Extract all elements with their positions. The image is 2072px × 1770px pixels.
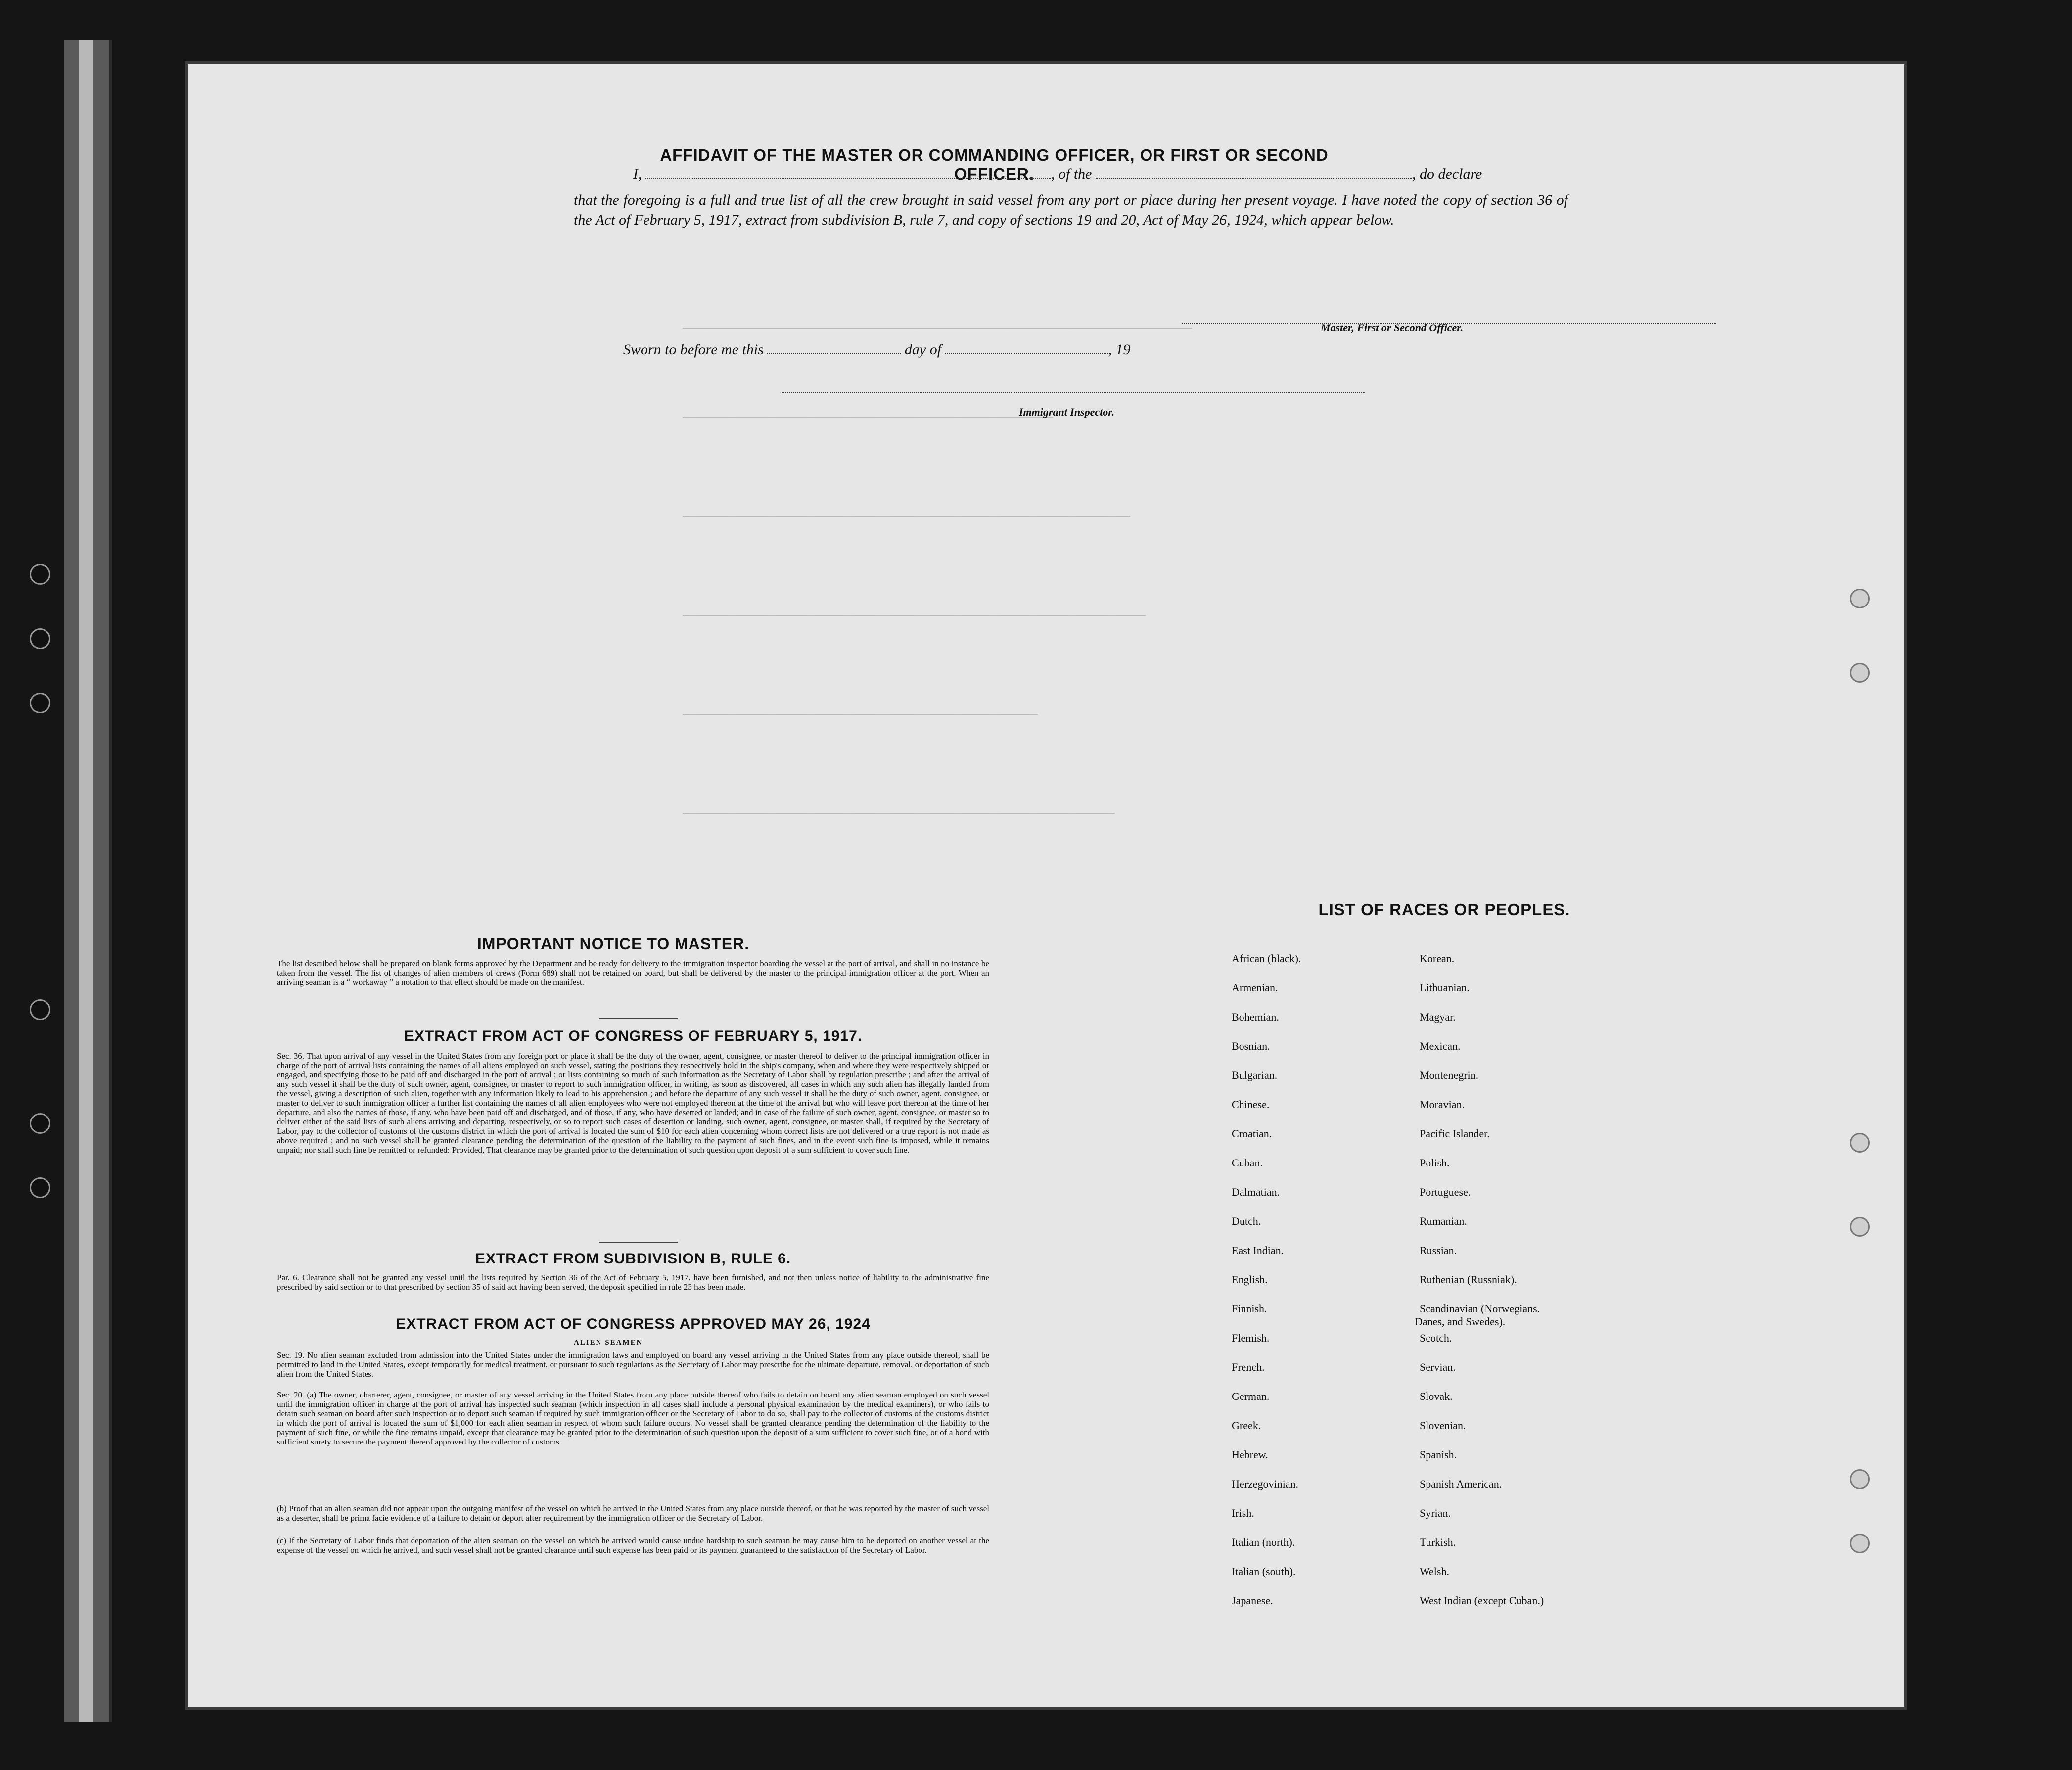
race-item: Cuban.	[1232, 1157, 1263, 1169]
race-item: Italian (south).	[1232, 1565, 1296, 1578]
bleed-through-row: ──────────────────────────────────────────────────────────	[683, 510, 1130, 524]
race-item: German.	[1232, 1390, 1270, 1402]
race-item: Lithuanian.	[1420, 981, 1470, 994]
year-label: , 19	[1108, 341, 1131, 358]
race-item: Pacific Islander.	[1420, 1127, 1490, 1140]
extract-1924-sec20b: (b) Proof that an alien seaman did not appear upon the outgoing manifest of the vessel on which he arrived in the United States from any place outside thereof, or that he was reported by the master of such vessel as a deserter, shall be prima facie evidence of a failure to detain or deport after requirement by the immigration officer or the Secretary of Labor.	[277, 1504, 989, 1523]
race-item: Dutch.	[1232, 1215, 1261, 1227]
race-item: Rumanian.	[1420, 1215, 1467, 1227]
race-item: Dalmatian.	[1232, 1186, 1280, 1198]
notice-title: IMPORTANT NOTICE TO MASTER.	[477, 935, 750, 953]
binder-hole	[30, 693, 50, 713]
divider	[599, 1018, 678, 1019]
races-title: LIST OF RACES OR PEOPLES.	[1318, 900, 1570, 919]
race-item: French.	[1232, 1361, 1265, 1373]
extract-1924-sec19: Sec. 19. No alien seaman excluded from admission into the United States under the immigration laws and employed on board any vessel arriving in the United States from any place outside thereof, shall be permitted to land in the United States, except temporarily for medical treatment, or pursuant to such regulations as the Secretary of Labor may prescribe for the ultimate departure, removal, or deportation of such alien from the United States.	[277, 1351, 989, 1379]
divider	[599, 1242, 678, 1243]
race-item: Irish.	[1232, 1507, 1254, 1519]
race-item: Slovak.	[1420, 1390, 1453, 1402]
affidavit-of-the-label: , of the	[1051, 166, 1092, 182]
page-punch-hole	[1850, 1469, 1870, 1489]
alien-seamen-subtitle: ALIEN SEAMEN	[574, 1339, 643, 1347]
binder-hole	[30, 564, 50, 585]
race-item: Servian.	[1420, 1361, 1456, 1373]
race-item: Russian.	[1420, 1244, 1457, 1257]
binder-hole	[30, 1177, 50, 1198]
race-item: Portuguese.	[1420, 1186, 1471, 1198]
race-item: Finnish.	[1232, 1303, 1267, 1315]
race-item: Greek.	[1232, 1419, 1261, 1432]
race-item: Armenian.	[1232, 981, 1278, 994]
sworn-label: Sworn to before me this	[623, 341, 764, 358]
rule-6-text: Par. 6. Clearance shall not be granted any vessel until the lists required by Section 36 of the Act of February 5, 1917, have been furnished, and not then unless notice of liability to the administrative fine prescribed by said section or to that prescribed by section 35 of said act having been served, the deposit specified in rule 23 has been made.	[277, 1273, 989, 1292]
inspector-signature-blank[interactable]	[782, 381, 1365, 393]
race-item: Scotch.	[1420, 1332, 1452, 1344]
race-item: Chinese.	[1232, 1098, 1270, 1111]
extract-1917-title: EXTRACT FROM ACT OF CONGRESS OF FEBRUARY 5, 1917.	[404, 1028, 863, 1044]
extract-1917-text: Sec. 36. That upon arrival of any vessel in the United States from any foreign port or place it shall be the duty of the owner, agent, consignee, or master thereof to deliver to the principal immigration officer in charge of the port of arrival lists containing the names of all aliens employed on such vessel, stating the positions they respectively hold in the ship's company, when and where they were respectively shipped or engaged, and specifying those to be paid off and discharged in the port of arrival ; or lists containing so much of such information as the Secretary of Labor shall by regulation prescribe ; and after the arrival of any such vessel it shall be the duty of such owner, agent, consignee, or master to report to such immigration officer, in writing, as soon as discovered, all cases in which any such alien has illegally landed from the vessel, giving a description of such alien, together with any information likely to lead to his apprehension ; and before the departure of any such vessel it shall be the duty of such owner, agent, consignee, or master to deliver to such immigration officer a further list containing the names of all alien employees who were not employed thereon at the time of the arrival but who will leave port thereon at the time of her departure, and also the names of those, if any, who have been paid off and discharged, and of those, if any, who have deserted or landed; and in case of the failure of such owner, agent, consignee, or master so to deliver either of the said lists of such aliens arriving and departing, respectively, or so to report such cases of desertion or landing, such owner, agent, consignee, or master shall, if required by the Secretary of Labor, pay to the collector of customs of the customs district in which the port of arrival is located the sum of $10 for each alien concerning whom correct lists are not delivered or a true report is not made as above required ; and no such vessel shall be granted clearance pending the determination of the question of the liability to the payment of such fines, and in the event such fine is imposed, while it remains unpaid; nor shall such fine be remitted or refunded: Provided, That clearance may be granted prior to the determination of such question upon deposit of a sum sufficient to cover such fine.	[277, 1051, 989, 1155]
race-item: Spanish American.	[1420, 1478, 1502, 1490]
extract-1924-sec20c: (c) If the Secretary of Labor finds that deportation of the alien seaman on the vessel on which he arrived would cause undue hardship to such seaman he may cause him to be deported on another vessel at the expense of the vessel on which he arrived, and such vessel shall not be granted clearance until such expense has been paid or its payment guaranteed to the satisfaction of the Secretary of Labor.	[277, 1536, 989, 1555]
race-item: Bohemian.	[1232, 1011, 1279, 1023]
race-item: Herzegovinian.	[1232, 1478, 1298, 1490]
bleed-through-row: ────────────────────────────────────────────────	[683, 411, 1053, 425]
name-blank[interactable]	[645, 167, 1051, 179]
race-item: Ruthenian (Russniak).	[1420, 1273, 1517, 1286]
race-item: Syrian.	[1420, 1507, 1451, 1519]
sworn-line	[623, 341, 1131, 358]
page-punch-hole	[1850, 1133, 1870, 1153]
day-of-label: day of	[904, 341, 942, 358]
vessel-blank[interactable]	[1096, 167, 1412, 179]
race-item: African (black).	[1232, 952, 1301, 965]
race-item: East Indian.	[1232, 1244, 1284, 1257]
month-blank[interactable]	[945, 342, 1108, 354]
race-item: Slovenian.	[1420, 1419, 1466, 1432]
bleed-through-row: ──────────────────────────────────────────────────────────────────	[683, 322, 1192, 336]
affidavit-text: that the foregoing is a full and true list of all the crew brought in said vessel from any port or place during her present voyage. I have noted the copy of section 36 of the Act of February 5, 1917, extract from subdivision B, rule 7, and copy of sections 19 and 20, Act of May 26, 1924, which appear below.	[574, 192, 1568, 228]
race-item: Welsh.	[1420, 1565, 1449, 1578]
binder-hole	[30, 628, 50, 649]
race-item: Scandinavian (Norwegians.	[1420, 1303, 1540, 1315]
race-item: Croatian.	[1232, 1127, 1272, 1140]
binder-strip	[79, 40, 93, 1722]
race-item: Korean.	[1420, 952, 1455, 965]
race-item: Bulgarian.	[1232, 1069, 1278, 1081]
bleed-through-row: ────────────────────────────────────────────────────────	[683, 806, 1115, 821]
inspector-label: Immigrant Inspector.	[1019, 406, 1115, 418]
race-item: Japanese.	[1232, 1594, 1273, 1607]
notice-text: The list described below shall be prepared on blank forms approved by the Department and be ready for delivery to the immigration inspector boarding the vessel at the port of arrival, and shall in no instance be taken from the vessel. The list of changes of alien members of crews (Form 689) shall not be retained on board, but shall be delivered by the master to the principal immigration officer at the port. When an arriving seaman is a “ workaway ” a notation to that effect should be made on the manifest.	[277, 959, 989, 987]
binder-hole	[30, 1113, 50, 1134]
race-item: West Indian (except Cuban.)	[1420, 1594, 1544, 1607]
race-item: Danes, and Swedes).	[1415, 1315, 1506, 1328]
race-item: Montenegrin.	[1420, 1069, 1479, 1081]
race-item: Italian (north).	[1232, 1536, 1295, 1548]
page-punch-hole	[1850, 589, 1870, 608]
race-item: Flemish.	[1232, 1332, 1270, 1344]
extract-1924-title: EXTRACT FROM ACT OF CONGRESS APPROVED MAY 26, 1924	[396, 1316, 871, 1332]
day-blank[interactable]	[767, 342, 901, 354]
binder-hole	[30, 999, 50, 1020]
race-item: English.	[1232, 1273, 1268, 1286]
page-punch-hole	[1850, 663, 1870, 683]
page-punch-hole	[1850, 1534, 1870, 1553]
page-punch-hole	[1850, 1217, 1870, 1237]
race-item: Mexican.	[1420, 1040, 1461, 1052]
affidavit-do-declare-label: , do declare	[1412, 166, 1482, 182]
race-item: Bosnian.	[1232, 1040, 1270, 1052]
bleed-through-row: ────────────────────────────────────────────────────────────	[683, 608, 1146, 623]
race-item: Magyar.	[1420, 1011, 1456, 1023]
affidavit-i-label: I,	[633, 166, 642, 182]
race-item: Hebrew.	[1232, 1448, 1268, 1461]
race-item: Spanish.	[1420, 1448, 1457, 1461]
rule-6-title: EXTRACT FROM SUBDIVISION B, RULE 6.	[475, 1251, 791, 1267]
affidavit-first-line	[633, 166, 1482, 183]
extract-1924-sec20a: Sec. 20. (a) The owner, charterer, agent, consignee, or master of any vessel arriving in the United States from any place outside thereof who fails to detain on board any alien seaman employed on such vessel until the immigration officer in charge at the port of arrival has inspected such seaman (which inspection in all cases shall include a personal physical examination by the medical examiners), or who fails to detain such seaman on board after such inspection or to deport such seaman if required by such immigration officer or the Secretary of Labor to do so, shall pay to the collector of customs of the customs district in which the port of arrival is located the sum of $1,000 for each alien seaman in respect of whom such failure occurs. No vessel shall be granted clearance pending the determination of the liability to the payment of such fine, or while the fine remains unpaid, except that clearance may be granted prior to the determination of such question upon the deposit of a sum sufficient to cover such fine, or of a bond with sufficient surety to secure the payment thereof approved by the collector of customs.	[277, 1390, 989, 1446]
affidavit-title: AFFIDAVIT OF THE MASTER OR COMMANDING OFFICER, OR FIRST OR SECOND OFFICER.	[660, 146, 1329, 183]
race-item: Polish.	[1420, 1157, 1450, 1169]
race-item: Turkish.	[1420, 1536, 1456, 1548]
manifest-page	[188, 64, 1904, 1707]
bleed-through-row: ──────────────────────────────────────────────	[683, 707, 1038, 722]
master-signature-label: Master, First or Second Officer.	[1321, 322, 1464, 334]
race-item: Moravian.	[1420, 1098, 1465, 1111]
